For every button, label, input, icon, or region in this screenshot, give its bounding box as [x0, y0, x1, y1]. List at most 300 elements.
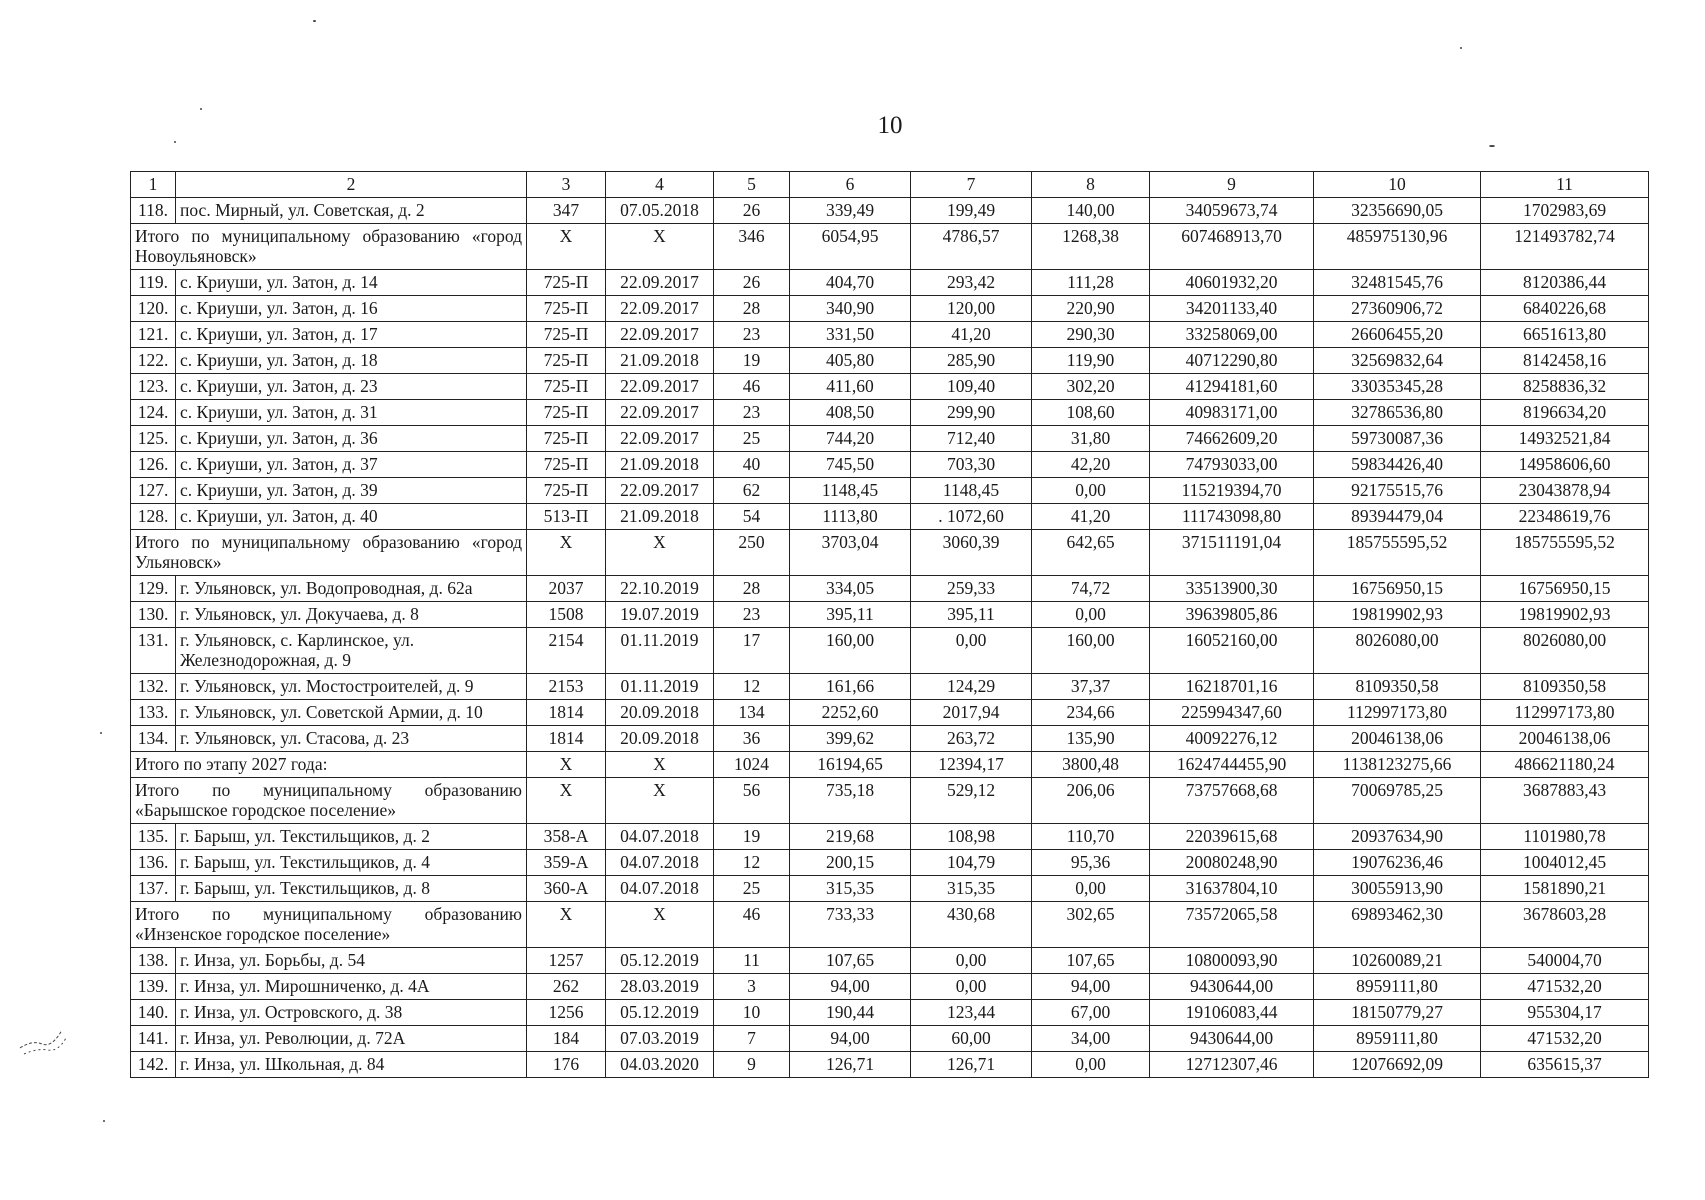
area-cell: 339,49 — [790, 198, 911, 224]
document-number-cell: 725-П — [527, 270, 606, 296]
scan-speck — [200, 108, 202, 110]
row-number: 118. — [131, 198, 176, 224]
area-cell: 331,50 — [790, 322, 911, 348]
area-cell: 140,00 — [1032, 198, 1150, 224]
residents-cell: 26 — [714, 270, 790, 296]
date-cell: 21.09.2018 — [606, 452, 714, 478]
address-cell: г. Ульяновск, с. Карлинское, ул. Железнодорожная, д. 9 — [176, 628, 527, 674]
document-number-cell: X — [527, 902, 606, 948]
residents-cell: 7 — [714, 1026, 790, 1052]
area-cell: 67,00 — [1032, 1000, 1150, 1026]
document-number-cell: 2037 — [527, 576, 606, 602]
residents-cell: 17 — [714, 628, 790, 674]
amount-cell: 115219394,70 — [1150, 478, 1314, 504]
date-cell: 01.11.2019 — [606, 674, 714, 700]
table-row — [131, 426, 1649, 452]
document-number-cell: 347 — [527, 198, 606, 224]
area-cell: 0,00 — [911, 974, 1032, 1000]
table-row — [131, 602, 1649, 628]
area-cell: 104,79 — [911, 850, 1032, 876]
area-cell: 395,11 — [911, 602, 1032, 628]
amount-cell: 18150779,27 — [1314, 1000, 1481, 1026]
table-row — [131, 400, 1649, 426]
area-cell: 0,00 — [1032, 1052, 1150, 1078]
date-cell: 22.09.2017 — [606, 270, 714, 296]
table-row — [131, 576, 1649, 602]
scan-speck — [1489, 145, 1495, 147]
row-number: 127. — [131, 478, 176, 504]
amount-cell: 59730087,36 — [1314, 426, 1481, 452]
amount-cell: 8959111,80 — [1314, 974, 1481, 1000]
area-cell: 299,90 — [911, 400, 1032, 426]
area-cell: 334,05 — [790, 576, 911, 602]
amount-cell: 1101980,78 — [1481, 824, 1649, 850]
table-row — [131, 850, 1649, 876]
subtotal-label: Итого по муниципальному образованию «город Ульяновск» — [131, 530, 527, 576]
address-cell: с. Криуши, ул. Затон, д. 23 — [176, 374, 527, 400]
area-cell: 1113,80 — [790, 504, 911, 530]
row-number: 142. — [131, 1052, 176, 1078]
area-cell: 94,00 — [790, 974, 911, 1000]
residents-cell: 40 — [714, 452, 790, 478]
date-cell: 01.11.2019 — [606, 628, 714, 674]
date-cell: 07.05.2018 — [606, 198, 714, 224]
amount-cell: 23043878,94 — [1481, 478, 1649, 504]
area-cell: 41,20 — [911, 322, 1032, 348]
amount-cell: 8026080,00 — [1481, 628, 1649, 674]
amount-cell: 19106083,44 — [1150, 1000, 1314, 1026]
row-number: 135. — [131, 824, 176, 850]
area-cell: 3800,48 — [1032, 752, 1150, 778]
document-number-cell: 725-П — [527, 374, 606, 400]
scan-speck — [103, 1120, 105, 1122]
amount-cell: 20937634,90 — [1314, 824, 1481, 850]
row-number: 126. — [131, 452, 176, 478]
row-number: 136. — [131, 850, 176, 876]
table-row — [131, 198, 1649, 224]
area-cell: 712,40 — [911, 426, 1032, 452]
amount-cell: 112997173,80 — [1481, 700, 1649, 726]
amount-cell: 27360906,72 — [1314, 296, 1481, 322]
amount-cell: 8258836,32 — [1481, 374, 1649, 400]
table-row — [131, 374, 1649, 400]
subtotal-label: Итого по муниципальному образованию «Инзенское городское поселение» — [131, 902, 527, 948]
area-cell: 315,35 — [790, 876, 911, 902]
residents-cell: 346 — [714, 224, 790, 270]
subtotal-row — [131, 752, 1649, 778]
column-number-header: 4 — [606, 172, 714, 198]
date-cell: X — [606, 224, 714, 270]
residents-cell: 62 — [714, 478, 790, 504]
amount-cell: 20046138,06 — [1481, 726, 1649, 752]
address-cell: г. Инза, ул. Школьная, д. 84 — [176, 1052, 527, 1078]
residents-cell: 1024 — [714, 752, 790, 778]
residents-cell: 25 — [714, 876, 790, 902]
residents-cell: 134 — [714, 700, 790, 726]
area-cell: 31,80 — [1032, 426, 1150, 452]
scan-scribble — [18, 1018, 68, 1058]
residents-cell: 23 — [714, 322, 790, 348]
column-number-header: 10 — [1314, 172, 1481, 198]
address-cell: г. Ульяновск, ул. Докучаева, д. 8 — [176, 602, 527, 628]
document-number-cell: 725-П — [527, 400, 606, 426]
area-cell: 94,00 — [790, 1026, 911, 1052]
scan-speck — [313, 20, 316, 22]
area-cell: 4786,57 — [911, 224, 1032, 270]
row-number: 133. — [131, 700, 176, 726]
residents-cell: 12 — [714, 850, 790, 876]
document-number-cell: 262 — [527, 974, 606, 1000]
area-cell: 123,44 — [911, 1000, 1032, 1026]
area-cell: 399,62 — [790, 726, 911, 752]
amount-cell: 40601932,20 — [1150, 270, 1314, 296]
document-number-cell: X — [527, 778, 606, 824]
date-cell: 04.07.2018 — [606, 876, 714, 902]
amount-cell: 471532,20 — [1481, 1026, 1649, 1052]
area-cell: 161,66 — [790, 674, 911, 700]
amount-cell: 32356690,05 — [1314, 198, 1481, 224]
table-row — [131, 296, 1649, 322]
area-cell: 206,06 — [1032, 778, 1150, 824]
document-number-cell: 725-П — [527, 348, 606, 374]
area-cell: 41,20 — [1032, 504, 1150, 530]
row-number: 134. — [131, 726, 176, 752]
amount-cell: 32569832,64 — [1314, 348, 1481, 374]
date-cell: 21.09.2018 — [606, 504, 714, 530]
date-cell: X — [606, 752, 714, 778]
row-number: 124. — [131, 400, 176, 426]
address-cell: с. Криуши, ул. Затон, д. 18 — [176, 348, 527, 374]
row-number: 139. — [131, 974, 176, 1000]
amount-cell: 20080248,90 — [1150, 850, 1314, 876]
area-cell: 745,50 — [790, 452, 911, 478]
area-cell: 735,18 — [790, 778, 911, 824]
document-number-cell: X — [527, 530, 606, 576]
table-row — [131, 674, 1649, 700]
amount-cell: 22039615,68 — [1150, 824, 1314, 850]
subtotal-row — [131, 224, 1649, 270]
amount-cell: 16756950,15 — [1481, 576, 1649, 602]
document-number-cell: 1814 — [527, 726, 606, 752]
area-cell: 302,20 — [1032, 374, 1150, 400]
subtotal-row — [131, 530, 1649, 576]
document-number-cell: 176 — [527, 1052, 606, 1078]
column-number-header: 3 — [527, 172, 606, 198]
amount-cell: 22348619,76 — [1481, 504, 1649, 530]
area-cell: 107,65 — [1032, 948, 1150, 974]
date-cell: X — [606, 778, 714, 824]
area-cell: 290,30 — [1032, 322, 1150, 348]
document-number-cell: 1257 — [527, 948, 606, 974]
subtotal-label: Итого по муниципальному образованию «город Новоульяновск» — [131, 224, 527, 270]
amount-cell: 12076692,09 — [1314, 1052, 1481, 1078]
amount-cell: 34201133,40 — [1150, 296, 1314, 322]
amount-cell: 19076236,46 — [1314, 850, 1481, 876]
amount-cell: 16756950,15 — [1314, 576, 1481, 602]
residents-cell: 28 — [714, 576, 790, 602]
residents-cell: 46 — [714, 374, 790, 400]
amount-cell: 6651613,80 — [1481, 322, 1649, 348]
address-cell: с. Криуши, ул. Затон, д. 39 — [176, 478, 527, 504]
amount-cell: 69893462,30 — [1314, 902, 1481, 948]
residents-cell: 250 — [714, 530, 790, 576]
area-cell: 430,68 — [911, 902, 1032, 948]
table-row — [131, 270, 1649, 296]
residents-cell: 46 — [714, 902, 790, 948]
date-cell: 05.12.2019 — [606, 948, 714, 974]
amount-cell: 1138123275,66 — [1314, 752, 1481, 778]
table-row — [131, 1026, 1649, 1052]
amount-cell: 14932521,84 — [1481, 426, 1649, 452]
address-cell: г. Инза, ул. Мирошниченко, д. 4А — [176, 974, 527, 1000]
residents-cell: 19 — [714, 824, 790, 850]
area-cell: 60,00 — [911, 1026, 1032, 1052]
amount-cell: 89394479,04 — [1314, 504, 1481, 530]
amount-cell: 121493782,74 — [1481, 224, 1649, 270]
table-row — [131, 1052, 1649, 1078]
amount-cell: 20046138,06 — [1314, 726, 1481, 752]
address-cell: г. Ульяновск, ул. Мостостроителей, д. 9 — [176, 674, 527, 700]
row-number: 140. — [131, 1000, 176, 1026]
amount-cell: 32481545,76 — [1314, 270, 1481, 296]
amount-cell: 59834426,40 — [1314, 452, 1481, 478]
amount-cell: 39639805,86 — [1150, 602, 1314, 628]
date-cell: 22.10.2019 — [606, 576, 714, 602]
area-cell: 220,90 — [1032, 296, 1150, 322]
area-cell: 642,65 — [1032, 530, 1150, 576]
area-cell: 234,66 — [1032, 700, 1150, 726]
area-cell: 110,70 — [1032, 824, 1150, 850]
area-cell: . 1072,60 — [911, 504, 1032, 530]
document-number-cell: 725-П — [527, 322, 606, 348]
area-cell: 124,29 — [911, 674, 1032, 700]
document-number-cell: 1814 — [527, 700, 606, 726]
date-cell: 07.03.2019 — [606, 1026, 714, 1052]
area-cell: 529,12 — [911, 778, 1032, 824]
amount-cell: 10260089,21 — [1314, 948, 1481, 974]
date-cell: 22.09.2017 — [606, 478, 714, 504]
amount-cell: 40983171,00 — [1150, 400, 1314, 426]
address-cell: г. Инза, ул. Островского, д. 38 — [176, 1000, 527, 1026]
area-cell: 411,60 — [790, 374, 911, 400]
address-cell: г. Ульяновск, ул. Стасова, д. 23 — [176, 726, 527, 752]
date-cell: X — [606, 530, 714, 576]
table-row — [131, 876, 1649, 902]
amount-cell: 33513900,30 — [1150, 576, 1314, 602]
area-cell: 160,00 — [790, 628, 911, 674]
amount-cell: 486621180,24 — [1481, 752, 1649, 778]
area-cell: 120,00 — [911, 296, 1032, 322]
amount-cell: 74793033,00 — [1150, 452, 1314, 478]
table-row — [131, 452, 1649, 478]
document-number-cell: 2154 — [527, 628, 606, 674]
area-cell: 219,68 — [790, 824, 911, 850]
area-cell: 94,00 — [1032, 974, 1150, 1000]
residents-cell: 19 — [714, 348, 790, 374]
amount-cell: 3678603,28 — [1481, 902, 1649, 948]
area-cell: 263,72 — [911, 726, 1032, 752]
table-row — [131, 504, 1649, 530]
amount-cell: 8026080,00 — [1314, 628, 1481, 674]
area-cell: 703,30 — [911, 452, 1032, 478]
area-cell: 259,33 — [911, 576, 1032, 602]
scan-speck — [1460, 47, 1462, 49]
table-row — [131, 726, 1649, 752]
residents-cell: 28 — [714, 296, 790, 322]
amount-cell: 12712307,46 — [1150, 1052, 1314, 1078]
area-cell: 190,44 — [790, 1000, 911, 1026]
table-row — [131, 628, 1649, 674]
document-number-cell: 358-А — [527, 824, 606, 850]
residents-cell: 9 — [714, 1052, 790, 1078]
date-cell: 22.09.2017 — [606, 322, 714, 348]
amount-cell: 185755595,52 — [1481, 530, 1649, 576]
document-number-cell: 359-А — [527, 850, 606, 876]
address-cell: с. Криуши, ул. Затон, д. 36 — [176, 426, 527, 452]
amount-cell: 185755595,52 — [1314, 530, 1481, 576]
column-number-row — [131, 172, 1649, 198]
document-number-cell: 725-П — [527, 426, 606, 452]
row-number: 131. — [131, 628, 176, 674]
amount-cell: 41294181,60 — [1150, 374, 1314, 400]
address-cell: г. Инза, ул. Революции, д. 72А — [176, 1026, 527, 1052]
row-number: 137. — [131, 876, 176, 902]
amount-cell: 19819902,93 — [1314, 602, 1481, 628]
area-cell: 108,60 — [1032, 400, 1150, 426]
document-number-cell: 184 — [527, 1026, 606, 1052]
area-cell: 405,80 — [790, 348, 911, 374]
amount-cell: 485975130,96 — [1314, 224, 1481, 270]
row-number: 125. — [131, 426, 176, 452]
area-cell: 404,70 — [790, 270, 911, 296]
address-cell: с. Криуши, ул. Затон, д. 40 — [176, 504, 527, 530]
residents-cell: 12 — [714, 674, 790, 700]
housing-registry-table — [130, 171, 1649, 1078]
date-cell: 22.09.2017 — [606, 400, 714, 426]
date-cell: 20.09.2018 — [606, 700, 714, 726]
area-cell: 6054,95 — [790, 224, 911, 270]
amount-cell: 112997173,80 — [1314, 700, 1481, 726]
amount-cell: 635615,37 — [1481, 1052, 1649, 1078]
amount-cell: 70069785,25 — [1314, 778, 1481, 824]
page-number: 10 — [877, 112, 903, 139]
area-cell: 293,42 — [911, 270, 1032, 296]
area-cell: 1148,45 — [911, 478, 1032, 504]
amount-cell: 73757668,68 — [1150, 778, 1314, 824]
area-cell: 395,11 — [790, 602, 911, 628]
residents-cell: 26 — [714, 198, 790, 224]
area-cell: 285,90 — [911, 348, 1032, 374]
area-cell: 42,20 — [1032, 452, 1150, 478]
address-cell: с. Криуши, ул. Затон, д. 16 — [176, 296, 527, 322]
residents-cell: 54 — [714, 504, 790, 530]
address-cell: с. Криуши, ул. Затон, д. 37 — [176, 452, 527, 478]
amount-cell: 33035345,28 — [1314, 374, 1481, 400]
area-cell: 199,49 — [911, 198, 1032, 224]
area-cell: 37,37 — [1032, 674, 1150, 700]
document-number-cell: 2153 — [527, 674, 606, 700]
residents-cell: 10 — [714, 1000, 790, 1026]
amount-cell: 92175515,76 — [1314, 478, 1481, 504]
column-number-header: 9 — [1150, 172, 1314, 198]
area-cell: 126,71 — [790, 1052, 911, 1078]
document-number-cell: 513-П — [527, 504, 606, 530]
area-cell: 0,00 — [911, 948, 1032, 974]
scan-speck — [100, 732, 102, 734]
area-cell: 160,00 — [1032, 628, 1150, 674]
area-cell: 2252,60 — [790, 700, 911, 726]
area-cell: 1148,45 — [790, 478, 911, 504]
amount-cell: 1624744455,90 — [1150, 752, 1314, 778]
amount-cell: 8142458,16 — [1481, 348, 1649, 374]
amount-cell: 9430644,00 — [1150, 1026, 1314, 1052]
amount-cell: 10800093,90 — [1150, 948, 1314, 974]
amount-cell: 31637804,10 — [1150, 876, 1314, 902]
column-number-header: 7 — [911, 172, 1032, 198]
area-cell: 2017,94 — [911, 700, 1032, 726]
row-number: 123. — [131, 374, 176, 400]
address-cell: г. Барыш, ул. Текстильщиков, д. 8 — [176, 876, 527, 902]
document-number-cell: 725-П — [527, 296, 606, 322]
row-number: 128. — [131, 504, 176, 530]
residents-cell: 56 — [714, 778, 790, 824]
amount-cell: 19819902,93 — [1481, 602, 1649, 628]
residents-cell: 11 — [714, 948, 790, 974]
area-cell: 0,00 — [1032, 602, 1150, 628]
document-number-cell: X — [527, 752, 606, 778]
address-cell: г. Ульяновск, ул. Водопроводная, д. 62а — [176, 576, 527, 602]
column-number-header: 2 — [176, 172, 527, 198]
area-cell: 111,28 — [1032, 270, 1150, 296]
table-row — [131, 948, 1649, 974]
date-cell: 21.09.2018 — [606, 348, 714, 374]
amount-cell: 40092276,12 — [1150, 726, 1314, 752]
table-row — [131, 322, 1649, 348]
amount-cell: 8959111,80 — [1314, 1026, 1481, 1052]
amount-cell: 16052160,00 — [1150, 628, 1314, 674]
address-cell: с. Криуши, ул. Затон, д. 17 — [176, 322, 527, 348]
subtotal-label: Итого по этапу 2027 года: — [131, 752, 527, 778]
area-cell: 135,90 — [1032, 726, 1150, 752]
amount-cell: 9430644,00 — [1150, 974, 1314, 1000]
area-cell: 302,65 — [1032, 902, 1150, 948]
table-row — [131, 824, 1649, 850]
amount-cell: 471532,20 — [1481, 974, 1649, 1000]
scan-speck — [174, 141, 176, 143]
column-number-header: 11 — [1481, 172, 1649, 198]
row-number: 122. — [131, 348, 176, 374]
address-cell: с. Криуши, ул. Затон, д. 14 — [176, 270, 527, 296]
subtotal-label: Итого по муниципальному образованию «Барышское городское поселение» — [131, 778, 527, 824]
amount-cell: 26606455,20 — [1314, 322, 1481, 348]
document-number-cell: 725-П — [527, 452, 606, 478]
address-cell: г. Барыш, ул. Текстильщиков, д. 4 — [176, 850, 527, 876]
area-cell: 0,00 — [1032, 478, 1150, 504]
address-cell: пос. Мирный, ул. Советская, д. 2 — [176, 198, 527, 224]
row-number: 132. — [131, 674, 176, 700]
amount-cell: 3687883,43 — [1481, 778, 1649, 824]
area-cell: 95,36 — [1032, 850, 1150, 876]
date-cell: 20.09.2018 — [606, 726, 714, 752]
document-number-cell: 1508 — [527, 602, 606, 628]
column-number-header: 1 — [131, 172, 176, 198]
row-number: 121. — [131, 322, 176, 348]
date-cell: 05.12.2019 — [606, 1000, 714, 1026]
area-cell: 126,71 — [911, 1052, 1032, 1078]
table-row — [131, 974, 1649, 1000]
amount-cell: 1581890,21 — [1481, 876, 1649, 902]
area-cell: 108,98 — [911, 824, 1032, 850]
